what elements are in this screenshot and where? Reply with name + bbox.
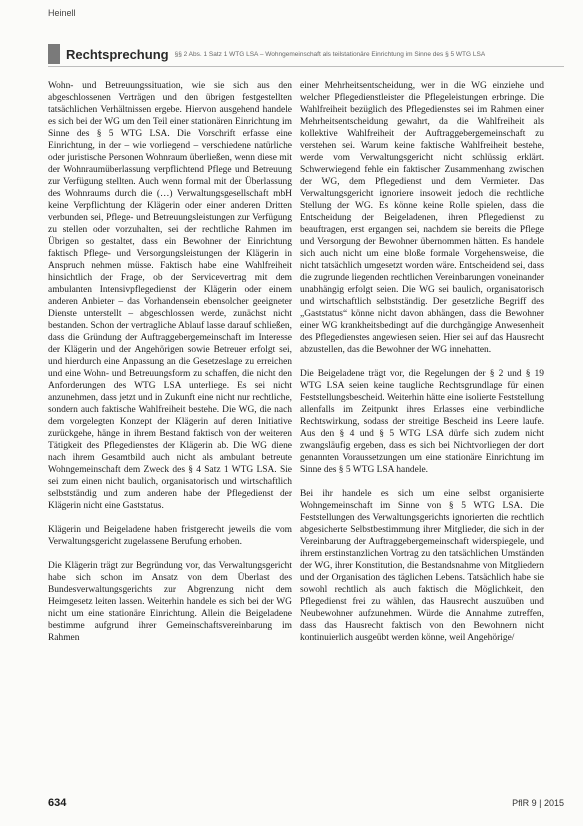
paragraph: Wohn- und Betreuungssituation, wie sie sich aus den abgeschlossenen Verträgen und den übrigen festgestellten tatsächlichen Verhältnissen ergebe. Hiervon ausgehend handele es sich bei der WG um den Teil einer stationären Einrichtung im Sinne des § 5 WTG LSA. Die Vorschrift erfasse eine Einrichtung, in der – wie vorliegend – verschiedene natürliche oder juristische Personen Wohnraum überließen, wenn diese mit der Wohnraumüberlassung verpflichtend Pflege und Betreuung zur Verfügung stellten. Auch wenn formal mit der Überlassung des Wohnraums durch die (…) Verwaltungsgesellschaft mbH keine Verpflichtung der Klägerin oder einer anderen Dritten verbunden sei, Pflege- und Betreuungsleistungen zur Verfügung zu stellen oder vorzuhalten, sei der rechtliche Rahmen im Übrigen so gestaltet, dass ein Bewohner der Einrichtung faktisch Pflege- und Versorgungsleistungen der Klägerin in Anspruch nehmen müsse. Faktisch habe eine Wahlfreiheit hinsichtlich der Frage, ob der Servicevertrag mit dem ambulanten Intensivpflegedienst der Klägerin oder einem anderen Anbieter – das Vorhandensein ebensolcher geeigneter Dienste unterstellt – abgeschlossen werde, zunächst nicht bestanden. Schon der vertragliche Ablauf lasse darauf schließen, dass die Gründung der Auftraggebergemeinschaft im Interesse der Klägerin und der Angehörigen sowie Betreuer erfolgt sei, und hierdurch eine Anpassung an die Gesetzeslage zu erreichen und eine Wohn- und Betreuungsform zu schaffen, die nicht den Anforderungen des WTG LSA unterliege. Es sei nicht anzunehmen, dass jetzt und in Zukunft eine nicht nur rechtliche, sondern auch faktische Wahlfreiheit bestehe. Die WG, die nach dem vorgelegten Konzept der Klägerin auf deren Initiative zurückgehe, hänge in ihrem Bestand faktisch von der weiteren Tätigkeit des Pflegedienstes der Klägerin ab. Die WG diene nach ihrem Gesamtbild auch nicht als ambulant betreute Wohngemeinschaft dem Zweck des § 4 Satz 1 WTG LSA. Sie sei zum einen nicht baulich, organisatorisch und wirtschaftlich selbstständig und zum anderen habe der Pflegedienst der Klägerin nicht eine Gaststatus. — [48, 81, 292, 511]
journal-issue: PflR 9 | 2015 — [512, 798, 564, 808]
paragraph: einer Mehrheitsentscheidung, wer in die WG einziehe und welcher Pflegedienstleister die Pflegeleistungen erbringe. Die Wahlfreiheit bezüglich des Pflegedienstes sei im Rahmen einer Mehrheitsentscheidung gewahrt, da die Wahlfreiheit als kollektive Wahlfreiheit der Auftraggebergemeinschaft zu verstehen sei. Warum keine faktische Wahlfreiheit bestehe, werde vom Verwaltungsgericht nicht schlüssig erklärt. Schwerwiegend fehle ein faktischer Zusammenhang zwischen der WG, dem Pflegedienst und dem Vermieter. Das Verwaltungsgericht ignoriere insoweit jedoch die rechtliche Stellung der WG. Es könne keine Rolle spielen, dass die Entscheidung der Beigeladenen, ihren Pflegedienst zu beauftragen, erst ergangen sei, nachdem sie bereits die Pflege und Versorgung der Bewohner übernommen hätten. Es handele sich auch nicht um eine bloße formale Vorgehensweise, die nicht tatsächlich umgesetzt worden wäre. Entscheidend sei, dass die zugrunde liegenden rechtlichen Vereinbarungen voneinander unabhängig erfolgt seien. Die WG sei baulich, organisatorisch und wirtschaftlich selbstständig. Der gesetzliche Begriff des „Gaststatus“ könne nicht davon abhängen, dass die Bewohner einer WG krankheitsbedingt auf die durchgängige Anwesenheit des Pflegedienstes angewiesen seien. Hier sei auf das Hausrecht abzustellen, das die Bewohner der WG innehatten. — [300, 81, 544, 355]
page-header — [48, 44, 564, 64]
page-number: 634 — [48, 797, 67, 809]
header-marker — [48, 44, 60, 64]
paragraph: Die Beigeladene trägt vor, die Regelungen der § 2 und § 19 WTG LSA seien keine taugliche Rechtsgrundlage für einen Feststellungsbescheid. Weiterhin hätte eine isolierte Feststellung allenfalls im Zeitpunkt ihres Erlasses eine verbindliche Rechtswirkung, sodass der streitige Bescheid ins Leere laufe. Aus den § 4 und § 5 WTG LSA dürfe sich zudem nicht zwangsläufig ergeben, dass es sich bei Nichtvorliegen der dort genannten Voraussetzungen um eine stationäre Einrichtung im Sinne des § 5 WTG LSA handele. — [300, 369, 544, 475]
paragraph: Die Klägerin trägt zur Begründung vor, das Verwaltungsgericht habe sich schon im Ansatz von dem Überlast des Bundesverwaltungsgerichts zur Abgrenzung nicht dem Heimgesetz leiten lassen. Weiterhin handele es sich bei der WG nicht um eine stationäre Einrichtung. Allein die Beigeladene bestimme aufgrund ihrer Gemeinschaftsvereinbarung im Rahmen — [48, 561, 292, 643]
section-subtitle: §§ 2 Abs. 1 Satz 1 WTG LSA – Wohngemeinschaft als teilstationäre Einrichtung im Sinne des § 5 WTG LSA — [174, 50, 486, 58]
paragraph: Bei ihr handele es sich um eine selbst organisierte Wohngemeinschaft im Sinne von § 5 WTG LSA. Die Feststellungen des Verwaltungsgerichts ignorierten die rechtlich abgesicherte Selbstbestimmung ihrer Mitglieder, die sich in der Vereinbarung der Auftraggebergemeinschaft widerspiegele, und ihrem erstinstanzlichen Vortrag zu den tatsächlichen Umständen der WG, ihrer Konstitution, die Bestandsnahme von Mitgliedern und der Organisation des täglichen Lebens. Tatsächlich habe sie sowohl rechtlich als auch faktisch die Möglichkeit, den Pflegedienst frei zu wählen, das Hausrecht auszuüben und Neubewohner aufzunehmen. Würde die Annahme zutreffen, dass das Hausrecht faktisch von den Bewohnern nicht kontinuierlich ausgeübt werden könne, weil Angehörige/ — [300, 489, 544, 643]
section-label: Heinell — [48, 8, 76, 18]
header-divider — [48, 66, 564, 67]
right-column — [300, 80, 544, 656]
page-footer — [48, 797, 564, 813]
section-title: Rechtsprechung — [66, 46, 169, 62]
paragraph: Klägerin und Beigeladene haben fristgerecht jeweils die vom Verwaltungsgericht zugelassene Berufung erhoben. — [48, 525, 292, 547]
left-column — [48, 80, 292, 656]
